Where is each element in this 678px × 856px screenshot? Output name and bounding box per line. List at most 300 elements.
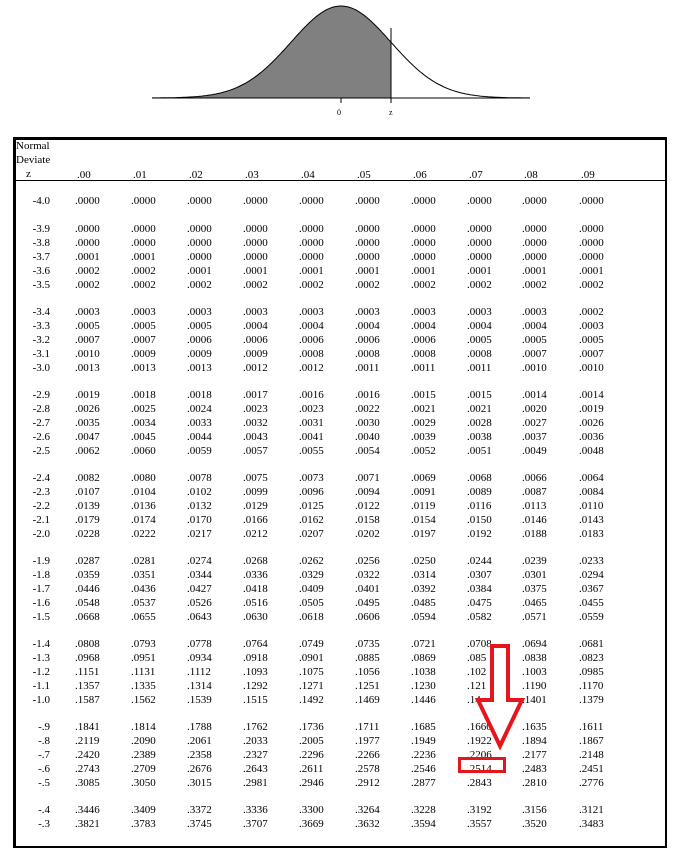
probability-cell: .1977 <box>355 734 380 747</box>
probability-cell: .0002 <box>75 278 100 291</box>
probability-cell: .0001 <box>243 264 268 277</box>
table-row <box>0 694 678 707</box>
probability-cell: .0119 <box>411 499 436 512</box>
probability-cell: .0005 <box>131 319 156 332</box>
probability-cell: .3264 <box>355 804 380 816</box>
table-row <box>0 500 678 513</box>
probability-cell: .0000 <box>467 223 492 235</box>
probability-cell: .0021 <box>467 402 492 415</box>
probability-cell: .0125 <box>299 499 324 512</box>
table-row <box>0 403 678 416</box>
z-value: -1.1 <box>32 679 50 692</box>
probability-cell: .0618 <box>299 610 324 623</box>
probability-cell: .0000 <box>411 250 436 263</box>
probability-cell: .0401 <box>355 582 380 595</box>
probability-cell: .3669 <box>299 817 324 830</box>
probability-cell: .0017 <box>243 389 268 401</box>
z-value: -2.8 <box>32 402 50 415</box>
probability-cell: .1190 <box>522 679 547 692</box>
probability-cell: .0436 <box>131 582 156 595</box>
probability-cell: .0749 <box>299 638 324 650</box>
probability-cell: .0668 <box>75 610 100 623</box>
probability-cell: .2119 <box>75 734 100 747</box>
probability-cell: .2877 <box>411 776 436 789</box>
z-value: -3.2 <box>32 333 50 346</box>
probability-cell: .0823 <box>579 651 604 664</box>
table-row <box>0 638 678 651</box>
probability-cell: .0000 <box>131 236 156 249</box>
z-value: -1.0 <box>32 693 50 706</box>
probability-cell: .0075 <box>243 472 268 484</box>
probability-cell: .0136 <box>131 499 156 512</box>
probability-cell: .0793 <box>131 638 156 650</box>
probability-cell: .2327 <box>243 748 268 761</box>
table-row <box>0 666 678 679</box>
probability-cell: .0060 <box>131 444 156 457</box>
probability-cell: .0188 <box>522 527 547 540</box>
column-header: .05 <box>357 169 371 181</box>
probability-cell: .0005 <box>75 319 100 332</box>
probability-cell: .0139 <box>75 499 100 512</box>
z-value: -3.6 <box>32 264 50 277</box>
probability-cell: .0001 <box>411 264 436 277</box>
z-value: -1.3 <box>32 651 50 664</box>
probability-cell: .0004 <box>243 319 268 332</box>
probability-cell: .2810 <box>522 776 547 789</box>
probability-cell: .0392 <box>411 582 436 595</box>
probability-cell: .2090 <box>131 734 156 747</box>
probability-cell: .0202 <box>355 527 380 540</box>
probability-cell: .0019 <box>75 389 100 401</box>
probability-cell: .0001 <box>522 264 547 277</box>
probability-cell: .0047 <box>75 430 100 443</box>
probability-cell: .2451 <box>579 762 604 775</box>
probability-cell: .0003 <box>299 306 324 318</box>
probability-cell: .102 <box>467 665 487 678</box>
probability-cell: .0018 <box>187 389 212 401</box>
probability-cell: .3372 <box>187 804 212 816</box>
probability-cell: .0002 <box>243 278 268 291</box>
probability-cell: .3121 <box>579 804 604 816</box>
probability-cell: .0000 <box>299 250 324 263</box>
probability-cell: .0043 <box>243 430 268 443</box>
probability-cell: .0694 <box>522 638 547 650</box>
probability-cell: .0000 <box>579 236 604 249</box>
table-row <box>0 735 678 748</box>
probability-cell: .1867 <box>579 734 604 747</box>
shaded-area <box>152 6 391 98</box>
z-value: -2.6 <box>32 430 50 443</box>
table-row <box>0 528 678 541</box>
probability-cell: .0000 <box>299 236 324 249</box>
probability-cell: .0000 <box>187 223 212 235</box>
probability-cell: .2643 <box>243 762 268 775</box>
probability-cell: .2177 <box>522 748 547 761</box>
probability-cell: .0000 <box>579 250 604 263</box>
probability-cell: .2005 <box>299 734 324 747</box>
z-value: -3.9 <box>32 223 50 235</box>
probability-cell: .0655 <box>131 610 156 623</box>
probability-cell: .0002 <box>522 278 547 291</box>
probability-cell: .0475 <box>467 596 492 609</box>
probability-cell: .0054 <box>355 444 380 457</box>
probability-cell: .0116 <box>467 499 492 512</box>
probability-cell: .0294 <box>579 568 604 581</box>
probability-cell: .3300 <box>299 804 324 816</box>
probability-cell: .0351 <box>131 568 156 581</box>
z-value: -.7 <box>38 748 50 761</box>
probability-cell: .0268 <box>243 555 268 567</box>
probability-cell: .3050 <box>131 776 156 789</box>
z-value: -2.9 <box>32 389 50 401</box>
probability-cell: .0045 <box>131 430 156 443</box>
table-row <box>0 431 678 444</box>
probability-cell: .3483 <box>579 817 604 830</box>
probability-cell: .0038 <box>467 430 492 443</box>
probability-cell: .1711 <box>355 721 380 733</box>
probability-cell: .0000 <box>243 236 268 249</box>
probability-cell: .0012 <box>243 361 268 374</box>
probability-cell: .0030 <box>355 416 380 429</box>
table-row <box>0 569 678 582</box>
probability-cell: .0003 <box>355 306 380 318</box>
z-value: -2.5 <box>32 444 50 457</box>
probability-cell: .2033 <box>243 734 268 747</box>
probability-cell: .0039 <box>411 430 436 443</box>
probability-cell: .0307 <box>467 568 492 581</box>
probability-cell: .0000 <box>355 250 380 263</box>
probability-cell: .0465 <box>522 596 547 609</box>
z-value: -.5 <box>38 776 50 789</box>
probability-cell: .0002 <box>579 278 604 291</box>
table-row <box>0 555 678 568</box>
probability-cell: .1093 <box>243 665 268 678</box>
probability-cell: .0000 <box>243 223 268 235</box>
probability-cell: .0359 <box>75 568 100 581</box>
probability-cell: .0002 <box>131 264 156 277</box>
table-row <box>0 445 678 458</box>
probability-cell: .0192 <box>467 527 492 540</box>
probability-cell: .0129 <box>243 499 268 512</box>
probability-cell: .3821 <box>75 817 100 830</box>
probability-cell: .0244 <box>467 555 492 567</box>
probability-cell: .0250 <box>411 555 436 567</box>
probability-cell: .0000 <box>411 223 436 235</box>
probability-cell: .0006 <box>355 333 380 346</box>
probability-cell: .0000 <box>355 223 380 235</box>
z-value: -1.7 <box>32 582 50 595</box>
probability-cell: .0004 <box>355 319 380 332</box>
probability-cell: .0082 <box>75 472 100 484</box>
probability-cell: .0004 <box>467 319 492 332</box>
probability-cell: .0721 <box>411 638 436 650</box>
probability-cell: .0301 <box>522 568 547 581</box>
column-header: .06 <box>413 169 427 181</box>
probability-cell: .0021 <box>411 402 436 415</box>
probability-cell: .0146 <box>522 513 547 526</box>
probability-cell: .0024 <box>187 402 212 415</box>
probability-cell: .0000 <box>467 250 492 263</box>
probability-cell: .0010 <box>75 347 100 360</box>
probability-cell: .0367 <box>579 582 604 595</box>
probability-cell: .1056 <box>355 665 380 678</box>
probability-cell: .0000 <box>467 195 492 207</box>
probability-cell: .0026 <box>75 402 100 415</box>
probability-cell: .0000 <box>522 236 547 249</box>
z-value: -.6 <box>38 762 50 775</box>
probability-cell: .0016 <box>355 389 380 401</box>
probability-cell: .0000 <box>75 236 100 249</box>
probability-cell: .0003 <box>411 306 436 318</box>
probability-cell: .0110 <box>579 499 604 512</box>
z-value: -2.3 <box>32 485 50 498</box>
probability-cell: .0344 <box>187 568 212 581</box>
probability-cell: .0091 <box>411 485 436 498</box>
z-value: -2.0 <box>32 527 50 540</box>
table-row <box>0 597 678 610</box>
probability-cell: .0000 <box>522 250 547 263</box>
z-value: -2.7 <box>32 416 50 429</box>
probability-cell: .0495 <box>355 596 380 609</box>
probability-cell: .0011 <box>467 361 492 374</box>
probability-cell: .0002 <box>187 278 212 291</box>
probability-cell: .0002 <box>299 278 324 291</box>
probability-cell: .1292 <box>243 679 268 692</box>
column-header: .02 <box>189 169 203 181</box>
probability-cell: .3336 <box>243 804 268 816</box>
z-value: -1.4 <box>32 638 50 650</box>
probability-cell: .0007 <box>579 347 604 360</box>
probability-cell: .0001 <box>467 264 492 277</box>
probability-cell: .0004 <box>522 319 547 332</box>
probability-cell: .0002 <box>411 278 436 291</box>
probability-cell: .0183 <box>579 527 604 540</box>
probability-cell: .0001 <box>187 264 212 277</box>
table-row <box>0 680 678 693</box>
column-header: .00 <box>77 169 91 181</box>
table-row <box>0 334 678 347</box>
probability-cell: .1922 <box>467 734 492 747</box>
probability-cell: .1515 <box>243 693 268 706</box>
probability-cell: .0000 <box>579 195 604 207</box>
probability-cell: .0582 <box>467 610 492 623</box>
probability-cell: .2236 <box>411 748 436 761</box>
probability-cell: .0073 <box>299 472 324 484</box>
probability-cell: .0002 <box>579 306 604 318</box>
probability-cell: .0034 <box>131 416 156 429</box>
probability-cell: .0051 <box>467 444 492 457</box>
probability-cell: .2709 <box>131 762 156 775</box>
probability-cell: .0007 <box>522 347 547 360</box>
probability-cell: .0035 <box>75 416 100 429</box>
probability-cell: .0643 <box>187 610 212 623</box>
column-header: .04 <box>301 169 315 181</box>
probability-cell: .3085 <box>75 776 100 789</box>
probability-cell: .0001 <box>355 264 380 277</box>
probability-cell: .0000 <box>243 195 268 207</box>
probability-cell: .1562 <box>131 693 156 706</box>
probability-cell: .3409 <box>131 804 156 816</box>
probability-cell: .0002 <box>467 278 492 291</box>
probability-cell: .0005 <box>579 333 604 346</box>
probability-cell: .1685 <box>411 721 436 733</box>
probability-cell: .0009 <box>187 347 212 360</box>
probability-cell: .0418 <box>243 582 268 595</box>
z-value: -1.8 <box>32 568 50 581</box>
probability-cell: .0006 <box>187 333 212 346</box>
probability-cell: .0011 <box>411 361 436 374</box>
probability-cell: .2514 <box>467 762 492 775</box>
table-row <box>0 195 678 208</box>
probability-cell: .0885 <box>355 651 380 664</box>
probability-cell: .2296 <box>299 748 324 761</box>
probability-cell: .0001 <box>131 250 156 263</box>
probability-cell: .0036 <box>579 430 604 443</box>
probability-cell: .0001 <box>75 250 100 263</box>
probability-cell: .0055 <box>299 444 324 457</box>
probability-cell: .1539 <box>187 693 212 706</box>
probability-cell: .0009 <box>131 347 156 360</box>
probability-cell: .2148 <box>579 748 604 761</box>
probability-cell: .0000 <box>522 195 547 207</box>
column-header: .09 <box>581 169 595 181</box>
probability-cell: .0048 <box>579 444 604 457</box>
table-row <box>0 804 678 817</box>
column-header: .08 <box>524 169 538 181</box>
probability-cell: .0009 <box>243 347 268 360</box>
table-row <box>0 472 678 485</box>
probability-cell: .1492 <box>299 693 324 706</box>
probability-cell: .1736 <box>299 721 324 733</box>
z-value: -.9 <box>38 721 50 733</box>
probability-cell: .1587 <box>75 693 100 706</box>
probability-cell: .0013 <box>187 361 212 374</box>
probability-cell: .0008 <box>467 347 492 360</box>
probability-cell: .1112 <box>187 665 211 678</box>
probability-cell: .0000 <box>522 223 547 235</box>
probability-cell: .2946 <box>299 776 324 789</box>
probability-cell: .0239 <box>522 555 547 567</box>
probability-cell: .0485 <box>411 596 436 609</box>
probability-cell: .0006 <box>243 333 268 346</box>
probability-cell: .0150 <box>467 513 492 526</box>
probability-cell: .0102 <box>187 485 212 498</box>
probability-cell: .0003 <box>243 306 268 318</box>
probability-cell: .0384 <box>467 582 492 595</box>
probability-cell: .0107 <box>75 485 100 498</box>
probability-cell: .2912 <box>355 776 380 789</box>
probability-cell: .0062 <box>75 444 100 457</box>
probability-cell: .0025 <box>131 402 156 415</box>
probability-cell: .0375 <box>522 582 547 595</box>
z-value: -3.8 <box>32 236 50 249</box>
probability-cell: .0087 <box>522 485 547 498</box>
probability-cell: .0329 <box>299 568 324 581</box>
probability-cell: .0031 <box>299 416 324 429</box>
probability-cell: .0010 <box>522 361 547 374</box>
probability-cell: .0571 <box>522 610 547 623</box>
probability-cell: .0003 <box>579 319 604 332</box>
probability-cell: .0023 <box>243 402 268 415</box>
probability-cell: .0006 <box>299 333 324 346</box>
probability-cell: .0020 <box>522 402 547 415</box>
probability-cell: .14 <box>467 693 481 706</box>
probability-cell: .1635 <box>522 721 547 733</box>
probability-cell: .2358 <box>187 748 212 761</box>
z-value: -.3 <box>38 817 50 830</box>
probability-cell: .0003 <box>522 306 547 318</box>
probability-cell: .0000 <box>411 195 436 207</box>
probability-cell: .0044 <box>187 430 212 443</box>
probability-cell: .0838 <box>522 651 547 664</box>
probability-cell: .1788 <box>187 721 212 733</box>
probability-cell: .0594 <box>411 610 436 623</box>
probability-cell: .0951 <box>131 651 156 664</box>
probability-cell: .0002 <box>75 264 100 277</box>
probability-cell: .0007 <box>75 333 100 346</box>
z-value: -3.4 <box>32 306 50 318</box>
probability-cell: .0000 <box>75 223 100 235</box>
probability-cell: .0007 <box>131 333 156 346</box>
probability-cell: .3192 <box>467 804 492 816</box>
probability-cell: .2483 <box>522 762 547 775</box>
probability-cell: .0869 <box>411 651 436 664</box>
z-value: -3.3 <box>32 319 50 332</box>
table-row <box>0 818 678 831</box>
z-value: -1.2 <box>32 665 50 678</box>
probability-cell: .2843 <box>467 776 492 789</box>
z-value: -.8 <box>38 734 50 747</box>
table-row <box>0 306 678 319</box>
probability-cell: .0022 <box>355 402 380 415</box>
probability-cell: .0681 <box>579 638 604 650</box>
probability-cell: .0008 <box>355 347 380 360</box>
probability-cell: .0066 <box>522 472 547 484</box>
probability-cell: .0037 <box>522 430 547 443</box>
probability-cell: .0000 <box>187 195 212 207</box>
probability-cell: .1170 <box>579 679 604 692</box>
probability-cell: .0012 <box>299 361 324 374</box>
probability-cell: .2743 <box>75 762 100 775</box>
table-row <box>0 348 678 361</box>
probability-cell: .0000 <box>187 236 212 249</box>
probability-cell: .0516 <box>243 596 268 609</box>
probability-cell: .0080 <box>131 472 156 484</box>
down-arrow-icon <box>470 642 530 752</box>
probability-cell: .0003 <box>187 306 212 318</box>
table-row <box>0 265 678 278</box>
table-row <box>0 611 678 624</box>
probability-cell: .0008 <box>411 347 436 360</box>
z-value: -.4 <box>38 804 50 816</box>
probability-cell: .0016 <box>299 389 324 401</box>
probability-cell: .1230 <box>411 679 436 692</box>
probability-cell: .0113 <box>522 499 547 512</box>
probability-cell: .3228 <box>411 804 436 816</box>
probability-cell: .1151 <box>75 665 100 678</box>
table-row <box>0 763 678 776</box>
probability-cell: .0000 <box>299 195 324 207</box>
probability-cell: .0028 <box>467 416 492 429</box>
probability-cell: .2389 <box>131 748 156 761</box>
probability-cell: .0228 <box>75 527 100 540</box>
probability-cell: .0132 <box>187 499 212 512</box>
probability-cell: .1949 <box>411 734 436 747</box>
probability-cell: .0170 <box>187 513 212 526</box>
probability-cell: .0069 <box>411 472 436 484</box>
probability-cell: .2776 <box>579 776 604 789</box>
probability-cell: .0002 <box>131 278 156 291</box>
